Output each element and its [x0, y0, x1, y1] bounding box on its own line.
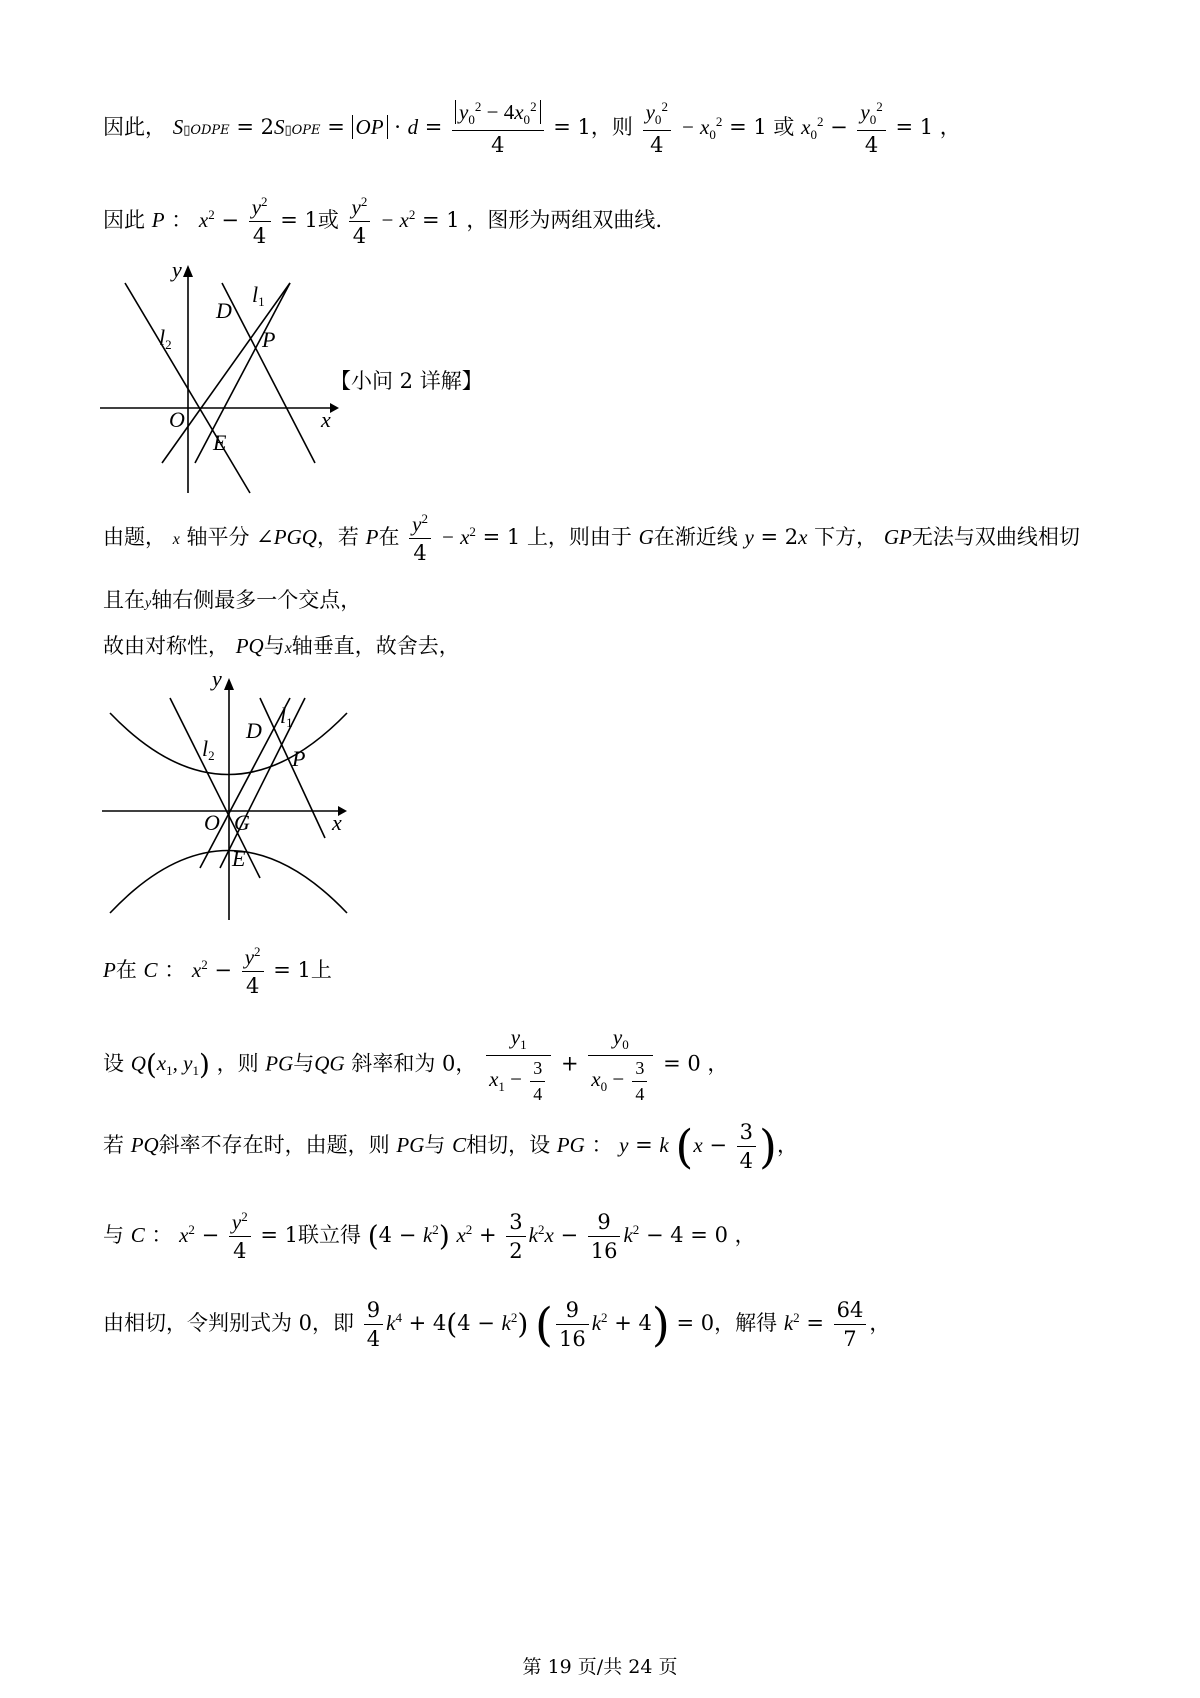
text-l3-e: 上，则由于	[526, 525, 632, 550]
figure-1-lines	[95, 255, 355, 495]
fig2-label-l2: l2	[202, 736, 215, 763]
text-l3-c: ，若	[316, 525, 359, 550]
text-l8-b: 斜率不存在时，由题，则	[158, 1133, 390, 1158]
text-l8-c: 与	[424, 1133, 446, 1158]
line-area-equation: 因此， S▯ODPE = 2S▯OPE = OP · d = $\frac{y_0^2 - 4x_0^2}{4}$ = 1，则 $\frac{y_0^2}{4}$ − $x_0^2 = 1$ 或 $x_0^2$ − $\frac{y_0^2}{4}$ = 1 ，	[103, 99, 961, 158]
text-l8-d: 相切，设	[466, 1133, 551, 1158]
line-symmetry: 故由对称性， PQ与x轴垂直，故舍去，	[103, 634, 460, 658]
text-l9-b: 联立得	[298, 1223, 362, 1248]
text-l5-a: 故由对称性，	[103, 634, 229, 658]
text-l10-a: 由相切，令判别式为 0，即	[103, 1311, 355, 1336]
line-locus-p: 因此 P ： $x^2$ − $\frac{y^2}{4}$ = 1或 $\frac{y^2}{4}$ − $x^2 = 1$ ，图形为两组双曲线.	[103, 194, 663, 249]
line-intersection-note: 且在y轴右侧最多一个交点，	[103, 588, 362, 612]
text-l5-c: 轴垂直，故舍去，	[291, 634, 460, 658]
text-l1-prefix: 因此，	[103, 115, 166, 140]
text-l7-a: 设	[103, 1051, 124, 1076]
line-slope-sum: 设 $Q(x_1$, $y_1$) ，则 PG与QG 斜率和为 0， $y_1$ $x_1$ − $\frac{3}{4}$ + $y_0$ $x_0$ − $\frac{3}{4}$ = 0 ，	[103, 1025, 729, 1104]
text-l6-b: 上	[310, 958, 332, 983]
fig1-label-l2: l2	[159, 325, 172, 352]
text-l9-a: 与	[103, 1223, 124, 1248]
page-footer: 第 19 页/共 24 页	[522, 1656, 678, 1678]
text-l7-d: 斜率和为 0，	[351, 1051, 477, 1076]
line-bisector: 由题， x 轴平分 ∠PGQ，若 P在 $\frac{y^2}{4}$ − $x^2 = 1$ 上，则由于 G在渐近线 y = 2x 下方， GP无法与双曲线相切	[103, 511, 1080, 566]
text-l3-b: 轴平分	[186, 525, 250, 550]
subquestion-heading: 【小问 2 详解】	[330, 369, 483, 393]
line-dp	[195, 283, 290, 463]
line-discriminant: 由相切，令判别式为 0，即 $\frac{9}{4}$ $k^4 + 4(4 - k^2)$ ( $\frac{9}{16}$ $k^2 + 4) = 0$，解得 $k^2$ = $\frac{64}{7}$ ，	[103, 1297, 891, 1352]
fig2-label-d: D	[246, 718, 262, 743]
line-tangent-setup: 若 PQ斜率不存在时，由题，则 PG与 C相切，设 PG ： y = k (x − $\frac{3}{4}$ )，	[103, 1119, 798, 1174]
text-l3-h: 无法与双曲线相切	[911, 525, 1080, 550]
text-l4-b: 轴右侧最多一个交点，	[151, 588, 362, 612]
fig1-label-e: E	[213, 430, 227, 455]
fig2-label-e: E	[232, 846, 246, 871]
line-pe	[222, 283, 315, 463]
line-combine: 与 C ： $x^2$ − $\frac{y^2}{4}$ = 1联立得 $(4 - k^2)$ $x^2$ + $\frac{3}{2}$ $k^2x$ − $\frac{9}{16}$ $k^2 - 4 = 0$ ，	[103, 1209, 756, 1264]
fig1-label-p: P	[262, 327, 276, 352]
text-l3-g: 下方，	[814, 525, 878, 550]
line-p-on-c: P在 C ： $x^2$ − $\frac{y^2}{4}$ = 1上	[103, 944, 332, 999]
text-l2-prefix: 因此	[103, 208, 145, 233]
text-l8-a: 若	[103, 1133, 124, 1158]
fig2-label-l1: l1	[280, 703, 293, 730]
figure-2-hyperbola	[100, 668, 360, 923]
fig2-label-g: G	[234, 810, 250, 835]
text-l1-or: 或	[773, 115, 795, 140]
fig2-label-y: y	[212, 666, 222, 691]
text-l7-b: ，则	[216, 1051, 259, 1076]
fig1-label-l1: l1	[252, 282, 265, 309]
text-l4: 且在	[103, 588, 145, 612]
fig1-label-d: D	[216, 298, 232, 323]
text-l2-or: 或	[317, 208, 339, 233]
text-l7-c: 与	[293, 1051, 315, 1076]
text-l6-a: 在	[115, 958, 137, 983]
text-l5-b: 与	[263, 634, 285, 658]
line-l1	[200, 698, 290, 868]
fig1-label-x: x	[321, 407, 331, 432]
text-l3-a: 由题，	[103, 525, 166, 550]
x-axis-arrow	[330, 403, 339, 413]
text-l1-then: ，则	[590, 115, 633, 140]
fig1-label-o: O	[169, 407, 185, 432]
y-axis-arrow	[224, 678, 234, 690]
fig2-label-p: P	[292, 746, 306, 771]
fig2-label-o: O	[204, 810, 220, 835]
text-l3-f: 在渐近线	[653, 525, 738, 550]
text-l2-suffix: ，图形为两组双曲线.	[466, 208, 663, 233]
y-axis-arrow	[183, 265, 193, 277]
fig1-label-y: y	[172, 257, 182, 282]
fig2-label-x: x	[332, 810, 342, 835]
text-l10-b: ，解得	[714, 1311, 778, 1336]
text-l3-d: 在	[378, 525, 400, 550]
